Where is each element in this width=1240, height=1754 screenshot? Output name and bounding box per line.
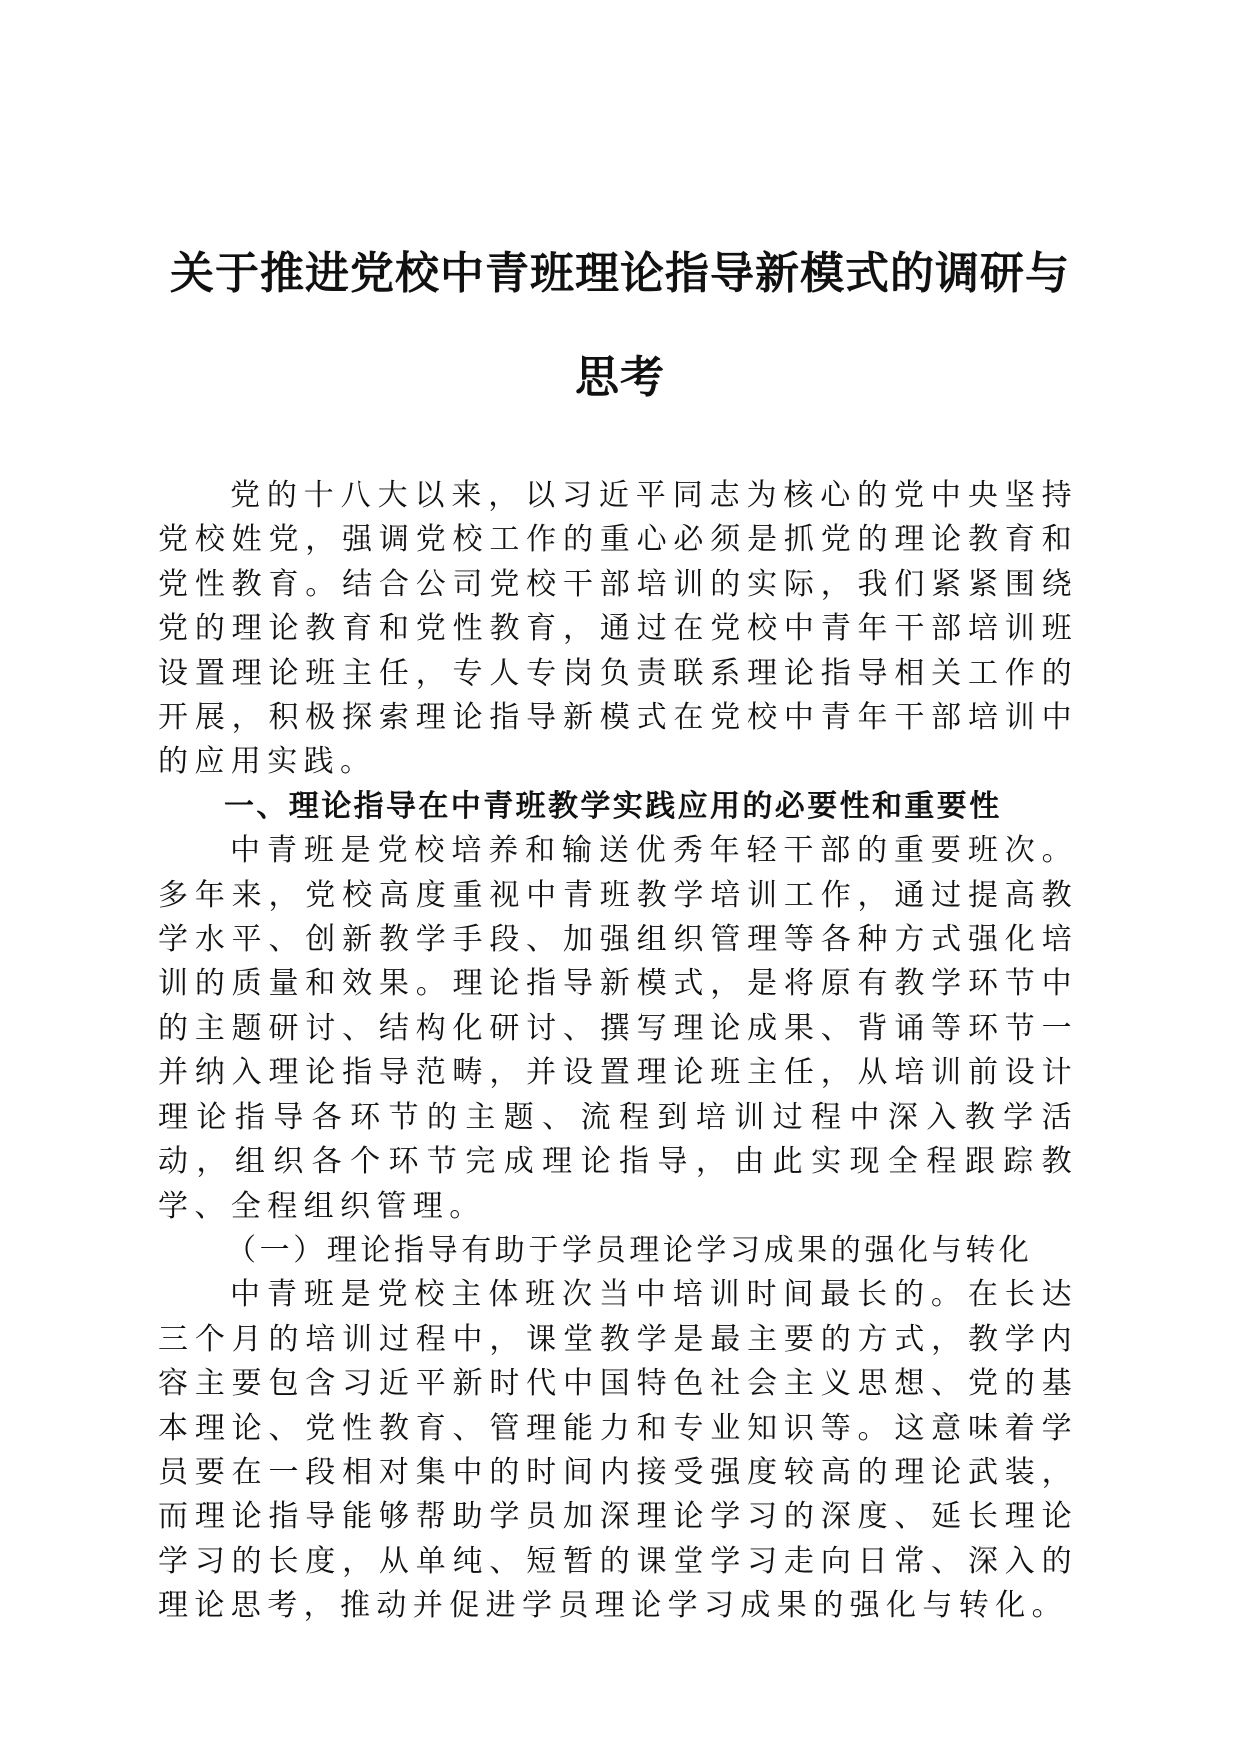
section-1-paragraph: 中青班是党校培养和输送优秀年轻干部的重要班次。多年来，党校高度重视中青班教学培训工作，通过提高教学水平、创新教学手段、加强组织管理等各种方式强化培训的质量和效果。理论指导新模式，是将原有教学环节中的主题研讨、结构化研讨、撰写理论成果、背诵等环节一并纳入理论指导范畴，并设置理论班主任，从培训前设计理论指导各环节的主题、流程到培训过程中深入教学活动，组织各个环节完成理论指导，由此实现全程跟踪教学、全程组织管理。 <box>158 833 1078 1224</box>
title-line-2: 思考 <box>575 352 665 403</box>
title-line-1: 关于推进党校中青班理论指导新模式的调研与 <box>170 248 1070 299</box>
document-body <box>158 474 1078 1629</box>
section-heading-1: 一、理论指导在中青班教学实践应用的必要性和重要性 <box>224 788 1002 824</box>
intro-paragraph: 党的十八大以来，以习近平同志为核心的党中央坚持党校姓党，强调党校工作的重心必须是抓党的理论教育和党性教育。结合公司党校干部培训的实际，我们紧紧围绕党的理论教育和党性教育，通过在党校中青年干部培训班设置理论班主任，专人专岗负责联系理论指导相关工作的开展，积极探索理论指导新模式在党校中青年干部培训中的应用实践。 <box>158 478 1078 780</box>
subsection-1-paragraph: 中青班是党校主体班次当中培训时间最长的。在长达三个月的培训过程中，课堂教学是最主要的方式，教学内容主要包含习近平新时代中国特色社会主义思想、党的基本理论、党性教育、管理能力和专业知识等。这意味着学员要在一段相对集中的时间内接受强度较高的理论武装，而理论指导能够帮助学员加深理论学习的深度、延长理论学习的长度，从单纯、短暂的课堂学习走向日常、深入的理论思考，推动并促进学员理论学习成果的强化与转化。 <box>158 1277 1078 1624</box>
document-title <box>150 222 1090 430</box>
subsection-heading-1: （一）理论指导有助于学员理论学习成果的强化与转化 <box>226 1232 1033 1268</box>
